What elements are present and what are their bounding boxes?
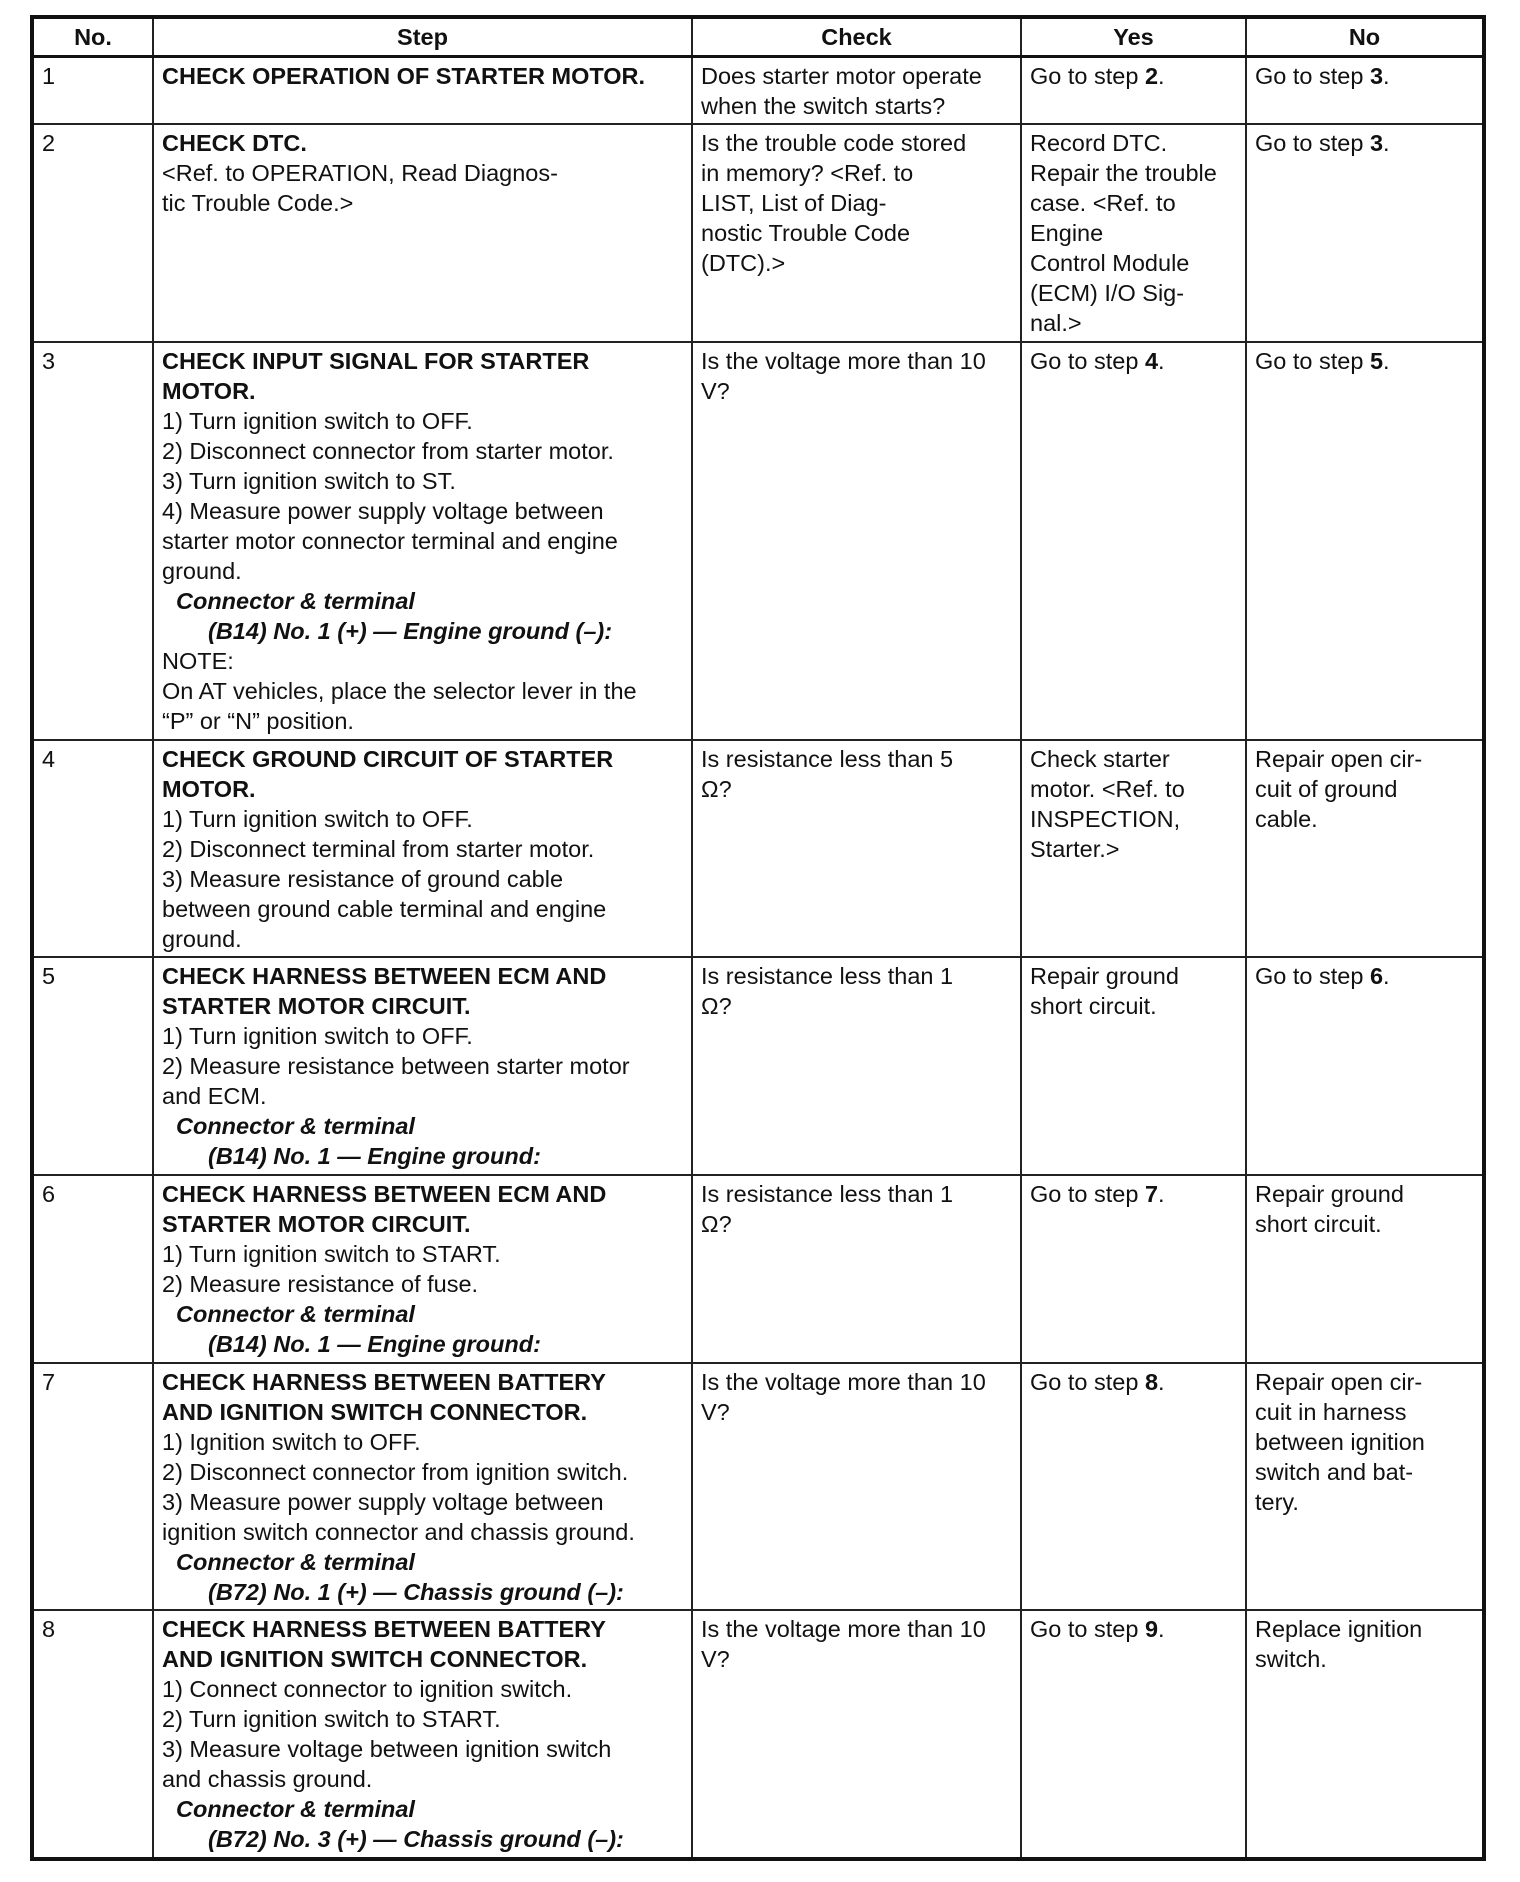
step-line: <Ref. to OPERATION, Read Diagnos- bbox=[162, 160, 558, 187]
row-number: 6 bbox=[32, 1175, 153, 1363]
header-step: Step bbox=[153, 17, 692, 57]
yes-cell-text: Record DTC. Repair the trouble case. <Ref. to Engine Control Module (ECM) I/O Sig- nal.> bbox=[1030, 130, 1217, 337]
step-title: CHECK HARNESS BETWEEN ECM AND STARTER MOTOR CIRCUIT. bbox=[162, 1181, 607, 1238]
yes-cell-text: Check starter motor. <Ref. to INSPECTION, Starter.> bbox=[1030, 745, 1185, 862]
step-line: 1) Ignition switch to OFF. bbox=[162, 1428, 421, 1455]
yes-cell: Go to step 8. bbox=[1021, 1363, 1246, 1611]
step-cell bbox=[153, 1175, 692, 1363]
table-row bbox=[32, 957, 1484, 1175]
step-line: 2) Measure resistance between starter motor bbox=[162, 1053, 630, 1080]
yes-cell-text: Go to step bbox=[1030, 1181, 1145, 1208]
connector-value: (B14) No. 1 (+) — Engine ground (–): bbox=[208, 617, 613, 644]
yes-cell bbox=[1021, 124, 1246, 342]
row-number: 7 bbox=[32, 1363, 153, 1611]
step-line: 1) Connect connector to ignition switch. bbox=[162, 1676, 573, 1703]
step-line: 3) Measure resistance of ground cable bbox=[162, 865, 564, 892]
no-cell bbox=[1246, 1363, 1484, 1611]
check-cell: Is the voltage more than 10 V? bbox=[692, 342, 1021, 740]
step-note-line: NOTE: bbox=[162, 647, 234, 674]
step-title: CHECK HARNESS BETWEEN BATTERY AND IGNITION SWITCH CONNECTOR. bbox=[162, 1368, 606, 1425]
step-line: starter motor connector terminal and engine bbox=[162, 527, 618, 554]
no-cell-step-number: 5 bbox=[1369, 347, 1384, 374]
yes-cell-text: Go to step bbox=[1030, 347, 1145, 374]
step-line: 2) Disconnect connector from ignition switch. bbox=[162, 1458, 629, 1485]
step-title: CHECK GROUND CIRCUIT OF STARTER MOTOR. bbox=[162, 745, 614, 802]
check-cell: Is resistance less than 5 Ω? bbox=[692, 740, 1021, 958]
step-line: 3) Turn ignition switch to ST. bbox=[162, 467, 456, 494]
step-cell bbox=[153, 342, 692, 740]
table-header-row bbox=[32, 17, 1484, 57]
no-cell-step-number: 3 bbox=[1369, 63, 1384, 89]
no-cell: Go to step 6. bbox=[1246, 957, 1484, 1175]
no-cell-text: Go to step bbox=[1255, 130, 1370, 157]
yes-cell bbox=[1021, 957, 1246, 1175]
row-number: 5 bbox=[32, 957, 153, 1175]
step-line: 2) Disconnect terminal from starter motor. bbox=[162, 835, 595, 862]
no-cell-step-number: 3 bbox=[1369, 130, 1384, 157]
table-row bbox=[32, 1610, 1484, 1859]
step-line: 1) Turn ignition switch to OFF. bbox=[162, 805, 473, 832]
header-no-result: No bbox=[1246, 17, 1484, 57]
yes-cell-step-number: 8 bbox=[1144, 1368, 1159, 1395]
step-cell bbox=[153, 957, 692, 1175]
table-row bbox=[32, 57, 1484, 125]
connector-value: (B72) No. 3 (+) — Chassis ground (–): bbox=[208, 1826, 624, 1853]
no-cell: Go to step 3. bbox=[1246, 124, 1484, 342]
step-title: CHECK DTC. bbox=[162, 130, 307, 157]
no-cell-text: Go to step bbox=[1255, 963, 1370, 990]
check-cell: Is resistance less than 1 Ω? bbox=[692, 957, 1021, 1175]
step-line: ground. bbox=[162, 557, 242, 584]
step-cell bbox=[153, 740, 692, 958]
connector-value: (B72) No. 1 (+) — Chassis ground (–): bbox=[208, 1578, 624, 1605]
no-cell-text: Go to step bbox=[1255, 63, 1370, 89]
step-title: CHECK OPERATION OF STARTER MOTOR. bbox=[162, 63, 646, 89]
table-body bbox=[32, 57, 1484, 1860]
step-cell bbox=[153, 57, 692, 125]
row-number: 8 bbox=[32, 1610, 153, 1859]
step-cell bbox=[153, 1610, 692, 1859]
step-note-line: “P” or “N” position. bbox=[162, 707, 354, 734]
no-cell-text: Repair open cir- cuit in harness between ignition switch and bat- tery. bbox=[1255, 1368, 1425, 1515]
step-line: 3) Measure power supply voltage between bbox=[162, 1488, 604, 1515]
step-line: 2) Turn ignition switch to START. bbox=[162, 1706, 501, 1733]
no-cell bbox=[1246, 740, 1484, 958]
check-cell: Is the voltage more than 10 V? bbox=[692, 1363, 1021, 1611]
yes-cell-text: Go to step bbox=[1030, 1368, 1145, 1395]
step-line: and ECM. bbox=[162, 1083, 267, 1110]
step-title: CHECK INPUT SIGNAL FOR STARTER MOTOR. bbox=[162, 347, 590, 404]
table-row bbox=[32, 342, 1484, 740]
step-line: ignition switch connector and chassis ground. bbox=[162, 1518, 635, 1545]
step-line: 1) Turn ignition switch to START. bbox=[162, 1241, 501, 1268]
no-cell bbox=[1246, 1610, 1484, 1859]
step-cell bbox=[153, 1363, 692, 1611]
connector-label: Connector & terminal bbox=[176, 1113, 415, 1140]
yes-cell: Go to step 4. bbox=[1021, 342, 1246, 740]
row-number: 2 bbox=[32, 124, 153, 342]
row-number: 1 bbox=[32, 57, 153, 125]
no-cell-text: Go to step bbox=[1255, 347, 1370, 374]
yes-cell: Go to step 2. bbox=[1021, 57, 1246, 125]
header-yes: Yes bbox=[1021, 17, 1246, 57]
no-cell-text: Replace ignition switch. bbox=[1255, 1616, 1423, 1673]
step-note-line: On AT vehicles, place the selector lever in the bbox=[162, 677, 637, 704]
step-cell bbox=[153, 124, 692, 342]
step-line: 1) Turn ignition switch to OFF. bbox=[162, 1023, 473, 1050]
step-title: CHECK HARNESS BETWEEN BATTERY AND IGNITION SWITCH CONNECTOR. bbox=[162, 1616, 606, 1673]
yes-cell-step-number: 4 bbox=[1144, 347, 1159, 374]
header-check: Check bbox=[692, 17, 1021, 57]
check-cell: Is the voltage more than 10 V? bbox=[692, 1610, 1021, 1859]
connector-label: Connector & terminal bbox=[176, 1796, 415, 1823]
yes-cell: Go to step 9. bbox=[1021, 1610, 1246, 1859]
connector-label: Connector & terminal bbox=[176, 587, 415, 614]
table-row bbox=[32, 1363, 1484, 1611]
step-title: CHECK HARNESS BETWEEN ECM AND STARTER MOTOR CIRCUIT. bbox=[162, 963, 607, 1020]
step-line: 1) Turn ignition switch to OFF. bbox=[162, 407, 473, 434]
no-cell bbox=[1246, 1175, 1484, 1363]
row-number: 3 bbox=[32, 342, 153, 740]
row-number: 4 bbox=[32, 740, 153, 958]
connector-value: (B14) No. 1 — Engine ground: bbox=[208, 1143, 541, 1170]
no-cell: Go to step 5. bbox=[1246, 342, 1484, 740]
step-line: tic Trouble Code.> bbox=[162, 190, 354, 217]
table-row bbox=[32, 1175, 1484, 1363]
diagnostic-table bbox=[30, 15, 1486, 1861]
step-line: 4) Measure power supply voltage between bbox=[162, 497, 604, 524]
connector-label: Connector & terminal bbox=[176, 1301, 415, 1328]
header-no: No. bbox=[32, 17, 153, 57]
yes-cell-step-number: 9 bbox=[1144, 1616, 1159, 1643]
check-cell: Does starter motor operate when the switch starts? bbox=[692, 57, 1021, 125]
no-cell-text: Repair open cir- cuit of ground cable. bbox=[1255, 745, 1423, 832]
yes-cell-text: Go to step bbox=[1030, 1616, 1145, 1643]
no-cell: Go to step 3. bbox=[1246, 57, 1484, 125]
step-line: 2) Disconnect connector from starter motor. bbox=[162, 437, 614, 464]
connector-label: Connector & terminal bbox=[176, 1548, 415, 1575]
table-row bbox=[32, 740, 1484, 958]
step-line: ground. bbox=[162, 925, 242, 952]
yes-cell-step-number: 7 bbox=[1144, 1181, 1159, 1208]
yes-cell: Go to step 7. bbox=[1021, 1175, 1246, 1363]
step-line: between ground cable terminal and engine bbox=[162, 895, 607, 922]
step-line: 2) Measure resistance of fuse. bbox=[162, 1271, 479, 1298]
check-cell: Is the trouble code stored in memory? <Ref. to LIST, List of Diag- nostic Trouble Code (DTC).> bbox=[692, 124, 1021, 342]
connector-value: (B14) No. 1 — Engine ground: bbox=[208, 1331, 541, 1358]
step-line: 3) Measure voltage between ignition switch bbox=[162, 1736, 612, 1763]
no-cell-text: Repair ground short circuit. bbox=[1255, 1181, 1404, 1238]
yes-cell-step-number: 2 bbox=[1144, 63, 1159, 89]
yes-cell-text: Go to step bbox=[1030, 63, 1145, 89]
step-line: and chassis ground. bbox=[162, 1766, 373, 1793]
no-cell-step-number: 6 bbox=[1369, 963, 1384, 990]
yes-cell bbox=[1021, 740, 1246, 958]
check-cell: Is resistance less than 1 Ω? bbox=[692, 1175, 1021, 1363]
yes-cell-text: Repair ground short circuit. bbox=[1030, 963, 1179, 1020]
table-row bbox=[32, 124, 1484, 342]
